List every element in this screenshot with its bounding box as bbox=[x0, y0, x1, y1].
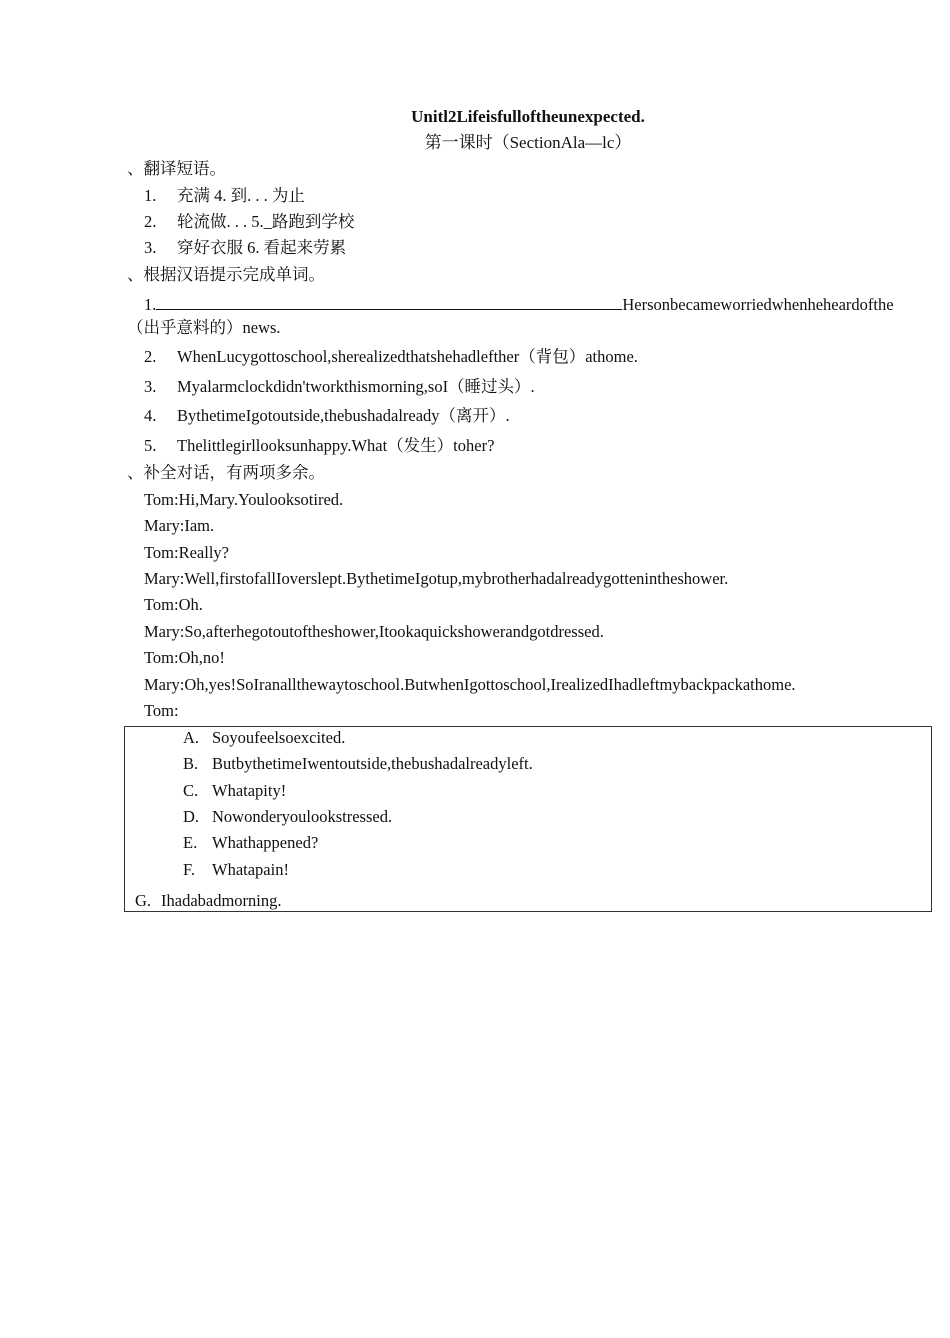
item-text: 穿好衣服 6. 看起来劳累 bbox=[177, 238, 347, 257]
list-item bbox=[144, 436, 494, 456]
dialogue-line: Mary:Well,firstofallIoverslept.BythetimeIgotup,mybrotherhadalreadygottenintheshower. bbox=[144, 569, 729, 588]
option-text: Whatapain! bbox=[212, 860, 289, 879]
item-number: 3. bbox=[144, 377, 157, 396]
item-number: 5. bbox=[144, 436, 157, 455]
list-item bbox=[144, 212, 354, 232]
item-number: 4. bbox=[144, 406, 157, 425]
option-text: ButbythetimeIwentoutside,thebushadalreadyleft. bbox=[212, 754, 533, 773]
dialogue-line: Tom: bbox=[144, 701, 179, 720]
dialogue-line: Tom:Really? bbox=[144, 543, 229, 562]
option-item bbox=[135, 891, 282, 911]
item-text: 充满 4. 到. . . 为止 bbox=[177, 186, 305, 205]
list-item bbox=[144, 377, 535, 397]
option-letter: E. bbox=[183, 833, 198, 852]
option-item bbox=[183, 754, 533, 774]
list-item bbox=[144, 238, 346, 258]
list-item bbox=[144, 186, 305, 206]
option-item bbox=[183, 728, 345, 748]
item-continuation: （出乎意料的）news. bbox=[127, 318, 281, 337]
section-heading-translate: 、翻译短语。 bbox=[127, 159, 226, 178]
option-letter: D. bbox=[183, 807, 200, 826]
item-number: 2. bbox=[144, 212, 157, 231]
dialogue-line: Tom:Oh. bbox=[144, 595, 203, 614]
option-text: Ihadabadmorning. bbox=[161, 891, 282, 910]
option-text: Soyoufeelsoexcited. bbox=[212, 728, 346, 747]
item-text: Myalarmclockdidn'tworkthismorning,soI（睡过头）. bbox=[177, 377, 535, 396]
option-text: Whathappened? bbox=[212, 833, 319, 852]
option-item bbox=[183, 860, 289, 880]
item-number: 1. bbox=[144, 186, 157, 205]
dialogue-line: Mary:Iam. bbox=[144, 516, 215, 535]
option-item bbox=[183, 781, 286, 801]
list-item bbox=[144, 406, 510, 426]
item-text: Hersonbecameworriedwhenheheardofthe bbox=[622, 295, 894, 314]
option-letter: C. bbox=[183, 781, 199, 800]
item-text: Thelittlegirllooksunhappy.What（发生）toher? bbox=[177, 436, 495, 455]
dialogue-line: Tom:Oh,no! bbox=[144, 648, 225, 667]
option-letter: A. bbox=[183, 728, 200, 747]
dialogue-line: Mary:Oh,yes!SoIranallthewaytoschool.ButwhenIgottoschool,IrealizedIhadleftmybackpackathome. bbox=[144, 675, 796, 694]
item-text: BythetimeIgotoutside,thebushadalready（离开）. bbox=[177, 406, 510, 425]
option-letter: F. bbox=[183, 860, 195, 879]
item-text: 轮流做. . . 5._路跑到学校 bbox=[177, 212, 355, 231]
option-letter: G. bbox=[135, 891, 152, 910]
option-letter: B. bbox=[183, 754, 199, 773]
option-item bbox=[183, 833, 318, 853]
list-item bbox=[144, 347, 638, 367]
item-number: 2. bbox=[144, 347, 157, 366]
dialogue-line: Mary:So,afterhegotoutoftheshower,Itookaquickshowerandgotdressed. bbox=[144, 622, 604, 641]
item-number: 1. bbox=[144, 295, 157, 314]
option-item bbox=[183, 807, 392, 827]
page-title: Unitl2Lifeisfulloftheunexpected. bbox=[411, 107, 645, 126]
section-heading-fill-words: 、根据汉语提示完成单词。 bbox=[127, 265, 325, 284]
option-text: Nowonderyoulookstressed. bbox=[212, 807, 393, 826]
dialogue-line: Tom:Hi,Mary.Youlooksotired. bbox=[144, 490, 344, 509]
option-text: Whatapity! bbox=[212, 781, 287, 800]
item-number: 3. bbox=[144, 238, 157, 257]
answer-blank[interactable] bbox=[156, 292, 622, 310]
item-text: WhenLucygottoschool,sherealizedthatshehadlefther（背包）athome. bbox=[177, 347, 638, 366]
page-subtitle: 第一课时（SectionAla—lc） bbox=[424, 133, 632, 152]
section-heading-dialogue: 、补全对话，有两项多余。 bbox=[127, 463, 325, 482]
list-item bbox=[144, 292, 894, 315]
